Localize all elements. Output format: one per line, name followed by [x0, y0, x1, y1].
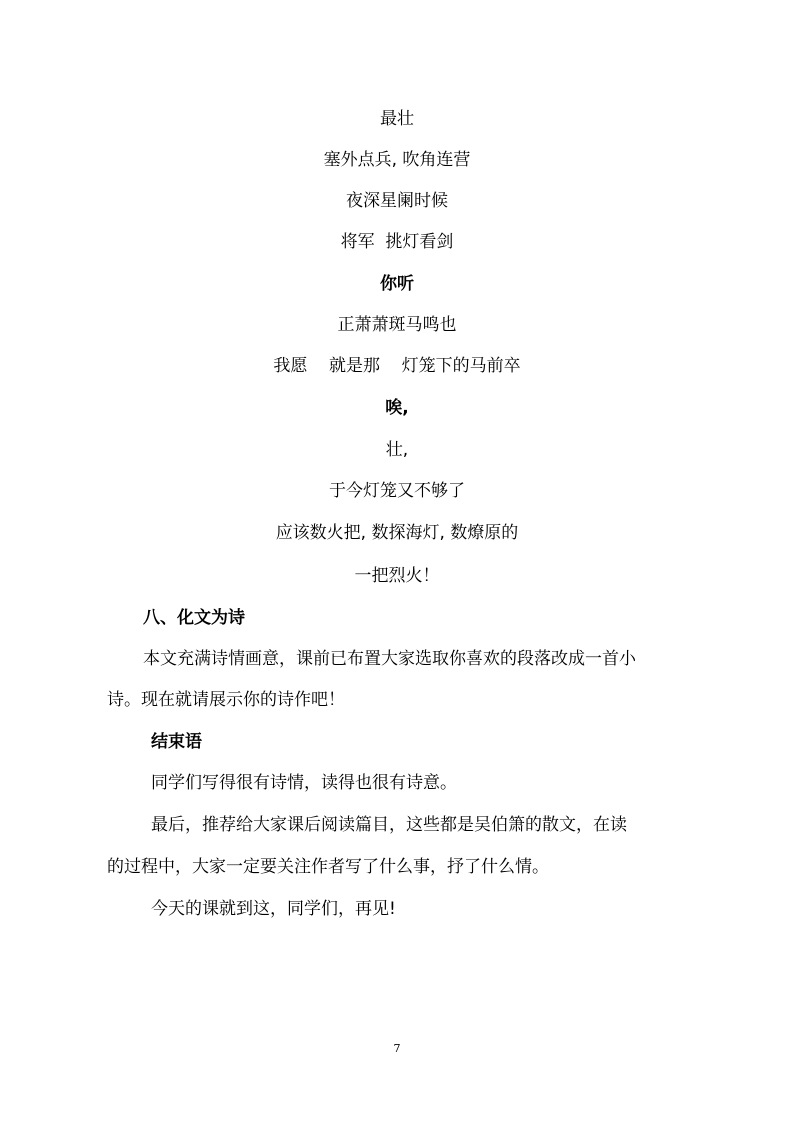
closing-paragraph-3: 今天的课就到这，同学们，再见! [151, 899, 396, 919]
poem-line-9: 壮, [385, 440, 409, 460]
section-8-heading: 八、化文为诗 [143, 608, 245, 628]
closing-paragraph-1: 同学们写得很有诗情，读得也很有诗意。 [151, 773, 457, 793]
page-number: 7 [393, 1042, 401, 1055]
poem-line-8: 唉, [385, 398, 409, 418]
closing-heading: 结束语 [151, 732, 202, 752]
poem-line-5: 你听 [380, 274, 414, 294]
poem-line-12: 一把烈火！ [354, 566, 440, 586]
poem-line-10: 于今灯笼又不够了 [329, 481, 465, 501]
poem-line-6: 正萧萧斑马鸣也 [337, 315, 457, 335]
poem-line-2: 塞外点兵, 吹角连营 [323, 150, 471, 170]
poem-line-11: 应该数火把, 数探海灯, 数燎原的 [275, 523, 519, 543]
closing-paragraph-2-line-2: 的过程中，大家一定要关注作者写了什么事，抒了什么情。 [107, 857, 549, 877]
section-8-text-line-2: 诗。现在就请展示你的诗作吧！ [107, 690, 345, 710]
poem-line-4: 将军 挑灯看剑 [340, 232, 454, 252]
poem-line-1: 最壮 [380, 109, 414, 129]
section-8-text-line-1: 本文充满诗情画意，课前已布置大家选取你喜欢的段落改成一首小 [143, 649, 636, 669]
closing-paragraph-2-line-1: 最后，推荐给大家课后阅读篇目，这些都是吴伯箫的散文，在读 [151, 815, 627, 835]
poem-line-7: 我愿 就是那 灯笼下的马前卒 [273, 356, 521, 376]
poem-line-3: 夜深星阑时候 [346, 191, 448, 211]
